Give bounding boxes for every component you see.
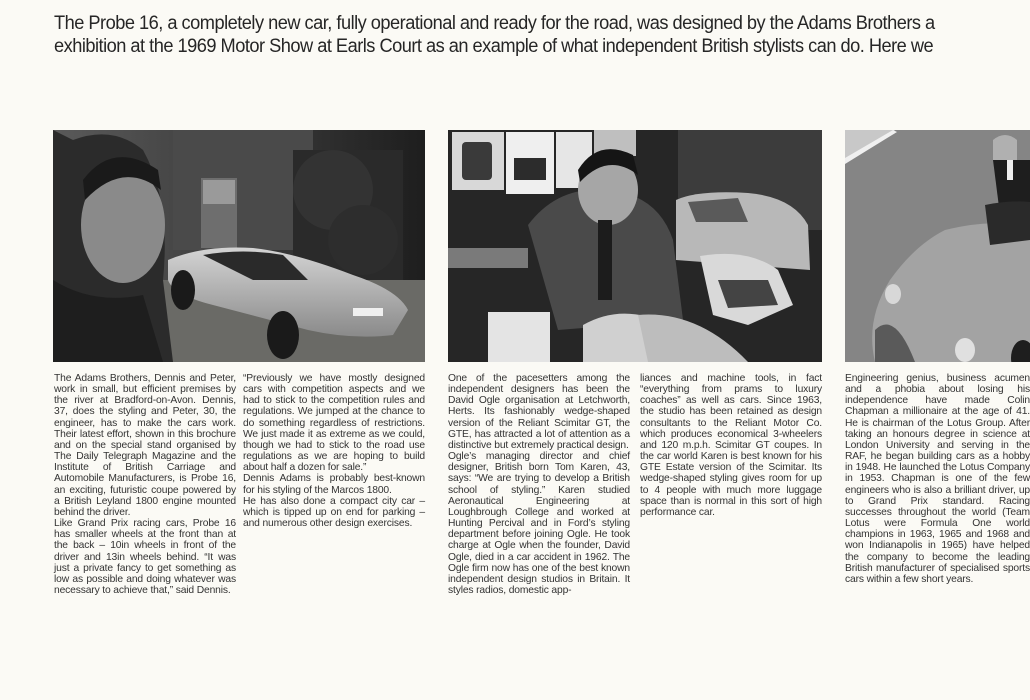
intro-text bbox=[54, 12, 1030, 58]
tom-karen-ogle-studio-photo bbox=[448, 130, 822, 362]
intro-line-2: exhibition at the 1969 Motor Show at Earls Court as an example of what independent British stylists can do. Here we bbox=[54, 35, 934, 57]
text-column-chapman bbox=[845, 373, 1030, 585]
paragraph: “Previously we have mostly designed cars with competition aspects and we had to stick to the competition rules and regulations. We jumped at the chance to do something regardless of restrictions. We just made it as extreme as we could, though we had to stick to the road use regulations as we are hoping to build about half a dozen for sale.” bbox=[243, 373, 425, 474]
photo-illustration bbox=[448, 130, 822, 362]
paragraph: Engineering genius, business acumen and a phobia about losing his independence have made Colin Chapman a millionaire at the age of 41. He is chairman of the Lotus Group. After taking an honours degree in science at London University and serving in the RAF, he began building cars as a hobby in 1948. He launched the Lotus Company in 1953. Chapman is one of the few engineers who is also a brilliant driver, up to Grand Prix standard. Racing successes throughout the world (Team Lotus were Formula One world champions in 1963, 1965 and 1968 and won Indianapolis in 1965) have helped the company to become the leading British manufacturer of specialised sports cars within a few short years. bbox=[845, 373, 1030, 585]
paragraph: The Adams Brothers, Dennis and Peter, work in small, but efficient premises by the river at Bradford-on-Avon. Dennis, 37, does the styling and Peter, 30, the engineer, has to make the cars work. Their latest effort, shown in this brochure and on the special stand organised by The Daily Telegraph Magazine and the Institute of British Carriage and Automobile Manufacturers, is Probe 16, an exciting, futuristic coupe powered by a British Leyland 1800 engine mounted behind the driver. bbox=[54, 373, 236, 518]
text-column-ogle-continued bbox=[640, 373, 822, 518]
paragraph: He has also done a compact city car – which is tipped up on end for parking – and numerous other design exercises. bbox=[243, 495, 425, 530]
photo-illustration bbox=[53, 130, 425, 362]
paragraph: liances and machine tools, in fact “everything from prams to luxury coaches” as well as cars. Since 1963, the studio has been retained as design consultants to the Reliant Motor Co. which produces economical 3-wheelers and 120 m.p.h. Scimitar GT coupes. In the car world Karen is best known for his GTE Estate version of the Scimitar. Its wedge-shaped styling gives room for up to 4 people with much more luggage space than is normal in this sort of high performance car. bbox=[640, 373, 822, 518]
adams-brothers-probe16-photo bbox=[53, 130, 425, 362]
intro-line-1: The Probe 16, a completely new car, fully operational and ready for the road, was designed by the Adams Brothers a bbox=[54, 12, 935, 34]
paragraph: Like Grand Prix racing cars, Probe 16 has smaller wheels at the front than at the back – 10in wheels in front of the driver and 13in wheels behind. “It was just a private fancy to get something as low as possible and doing whatever was necessary to achieve that,” said Dennis. bbox=[54, 518, 236, 596]
paragraph: One of the pacesetters among the independent designers has been the David Ogle organisation at Letchworth, Herts. Its fashionably wedge-shaped version of the Reliant Scimitar GT, the GTE, has attracted a lot of attention as a distinctive but extremely practical design. bbox=[448, 373, 630, 451]
text-column-adams-brothers bbox=[54, 373, 236, 596]
text-column-adams-quote bbox=[243, 373, 425, 529]
photo-illustration bbox=[845, 130, 1030, 362]
paragraph: Ogle’s managing director and chief designer, British born Tom Karen, 43, says: “We are trying to develop a British school of styling.” Karen studied Aeronautical Engineering at Loughbrough College and worked at Hunting Percival and in Ford’s styling department before joining Ogle. He took charge at Ogle when the founder, David Ogle, died in a car accident in 1962. The Ogle firm now has one of the best known independent design studios in Britain. It styles radios, domestic app- bbox=[448, 451, 630, 596]
paragraph: Dennis Adams is probably best-known for his styling of the Marcos 1800. bbox=[243, 473, 425, 496]
colin-chapman-lotus-photo bbox=[845, 130, 1030, 362]
text-column-ogle bbox=[448, 373, 630, 596]
